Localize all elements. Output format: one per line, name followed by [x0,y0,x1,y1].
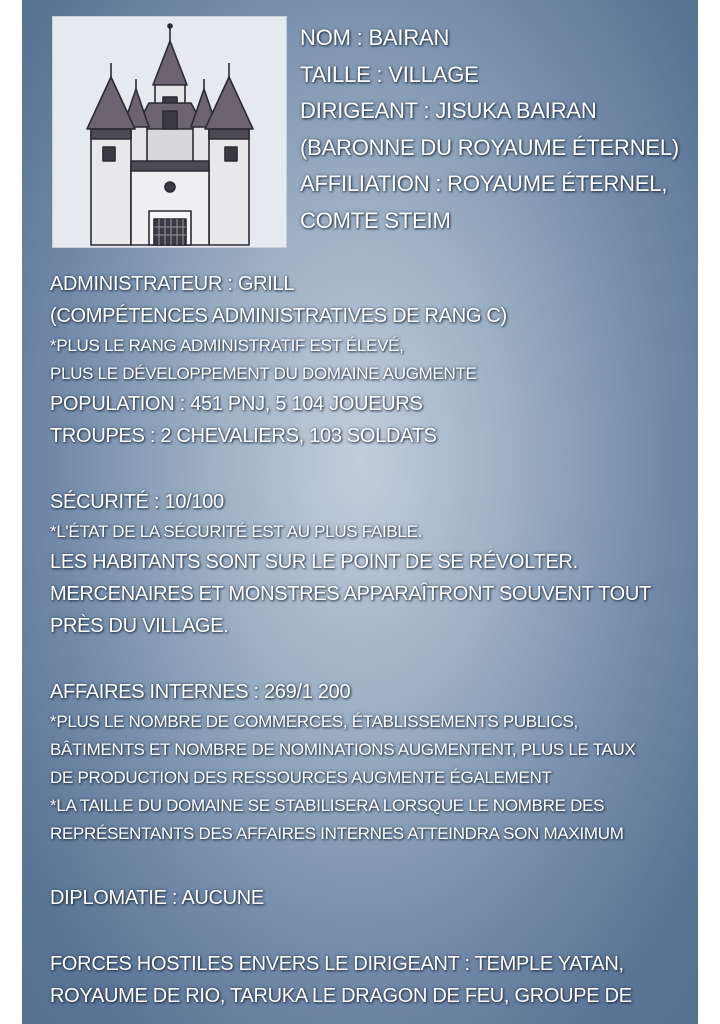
internal-affairs-value: AFFAIRES INTERNES : 269/1 200 [50,681,351,703]
administrator-line: ADMINISTRATEUR : GRILL [50,273,295,295]
spacer [50,848,651,882]
population-line: POPULATION : 451 PNJ, 5 104 JOUEURS [50,393,423,415]
domain-info [300,20,679,239]
domain-ruler: DIRIGEANT : JISUKA BAIRAN [300,98,597,123]
internal-affairs-note-3: DE PRODUCTION DES RESSOURCES AUGMENTE ÉGALEMENT [50,768,552,787]
hostile-forces-line-2: ROYAUME DE RIO, TARUKA LE DRAGON DE FEU, GROUPE DE [50,985,632,1007]
administrator-rank: (COMPÉTENCES ADMINISTRATIVES DE RANG C) [50,305,507,327]
diplomacy-value: DIPLOMATIE : AUCUNE [50,887,264,909]
spacer [50,642,651,676]
domain-affiliation-cont: COMTE STEIM [300,207,451,233]
troops-line: TROUPES : 2 CHEVALIERS, 103 SOLDATS [50,425,437,447]
security-note: *L'ÉTAT DE LA SÉCURITÉ EST AU PLUS FAIBLE. [50,522,423,541]
domain-status-panel [22,0,698,1024]
security-note-3: MERCENAIRES ET MONSTRES APPARAÎTRONT SOUVENT TOUT [50,583,651,605]
internal-affairs-note-4: *LA TAILLE DU DOMAINE SE STABILISERA LORSQUE LE NOMBRE DES [50,796,605,815]
security-value: SÉCURITÉ : 10/100 [50,491,224,513]
domain-affiliation: AFFILIATION : ROYAUME ÉTERNEL, [300,171,668,196]
internal-affairs-note-1: *PLUS LE NOMBRE DE COMMERCES, ÉTABLISSEMENTS PUBLICS, [50,712,578,731]
castle-icon [53,17,286,247]
internal-affairs-note-2: BÂTIMENTS ET NOMBRE DE NOMINATIONS AUGMENTENT, PLUS LE TAUX [50,740,636,759]
administrator-note-cont: PLUS LE DÉVELOPPEMENT DU DOMAINE AUGMENTE [50,364,477,383]
domain-ruler-title: (BARONNE DU ROYAUME ÉTERNEL) [300,134,680,160]
domain-name: NOM : BAIRAN [300,25,450,50]
spacer [50,914,651,948]
castle-image-frame [52,16,287,248]
domain-size: TAILLE : VILLAGE [300,61,479,87]
administrator-note: *PLUS LE RANG ADMINISTRATIF EST ÉLEVÉ, [50,336,404,355]
domain-details [50,268,651,1012]
spacer [50,452,651,486]
hostile-forces-line: FORCES HOSTILES ENVERS LE DIRIGEANT : TEMPLE YATAN, [50,953,624,975]
internal-affairs-note-5: REPRÉSENTANTS DES AFFAIRES INTERNES ATTEINDRA SON MAXIMUM [50,824,624,843]
security-note-4: PRÈS DU VILLAGE. [50,615,229,637]
security-note-2: LES HABITANTS SONT SUR LE POINT DE SE RÉVOLTER. [50,551,578,573]
